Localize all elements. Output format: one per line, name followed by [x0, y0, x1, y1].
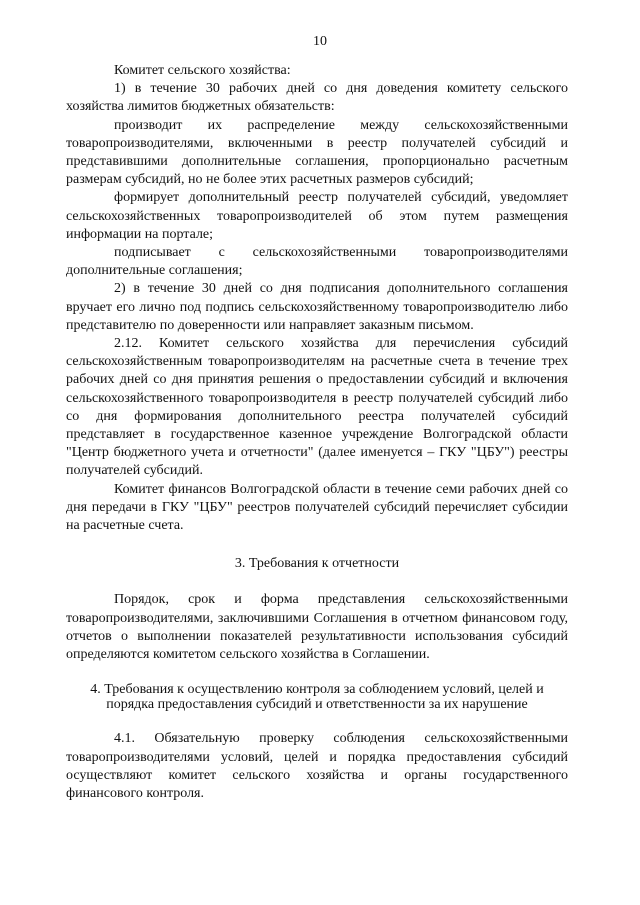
- page-number: 10: [313, 34, 327, 49]
- paragraph: 4.1. Обязательную проверку соблюдения сельскохозяйственными товаропроизводителями условий, целей и порядка предоставления субсидий осуществляют комитет сельского хозяйства и органы государственного финансового контроля.: [66, 731, 568, 801]
- paragraph: подписывает с сельскохозяйственными товаропроизводителями дополнительные соглашения;: [66, 245, 568, 279]
- paragraph: 2) в течение 30 дней со дня подписания дополнительного соглашения вручает его лично под подпись сельскохозяйственному товаропроизводителю либо представителю по доверенности или направляет заказным письмом.: [66, 281, 568, 333]
- section-heading: 4. Требования к осуществлению контроля за соблюдением условий, целей и порядка предоставления субсидий и ответственности за их нарушение: [90, 682, 544, 713]
- paragraph: 2.12. Комитет сельского хозяйства для перечисления субсидий сельскохозяйственным товаропроизводителям на расчетные счета в течение трех рабочих дней со дня принятия решения о предоставлении субсидий и включения сельскохозяйственного товаропроизводителя в реестр получателей субсидий либо со дня формирования дополнительного реестра получателей субсидий представляет в государственное казенное учреждение Волгоградской области "Центр бюджетного учета и отчетности" (далее именуется – ГКУ "ЦБУ") реестры получателей субсидий.: [66, 336, 568, 479]
- paragraph: Порядок, срок и форма представления сельскохозяйственными товаропроизводителями, заключившими Соглашения в отчетном финансовом году, отчетов о выполнении показателей результативности использования субсидий определяются комитетом сельского хозяйства в Соглашении.: [66, 592, 568, 663]
- paragraph: 1) в течение 30 рабочих дней со дня доведения комитету сельского хозяйства лимитов бюджетных обязательств:: [66, 81, 568, 115]
- paragraph: Комитет финансов Волгоградской области в течение семи рабочих дней со дня передачи в ГКУ "ЦБУ" реестров получателей субсидий перечисляет субсидии на расчетные счета.: [66, 481, 568, 534]
- paragraph: формирует дополнительный реестр получателей субсидий, уведомляет сельскохозяйственных товаропроизводителей об этом путем размещения информации на портале;: [66, 190, 568, 242]
- paragraph: Комитет сельского хозяйства:: [114, 63, 291, 78]
- section-heading: 3. Требования к отчетности: [234, 556, 400, 572]
- paragraph: производит их распределение между сельскохозяйственными товаропроизводителями, включенными в реестр получателей субсидий и представившими дополнительные соглашения, пропорционально расчетным размерам субсидий, но не более этих расчетных размеров субсидий;: [66, 117, 568, 188]
- document-body: [66, 62, 568, 803]
